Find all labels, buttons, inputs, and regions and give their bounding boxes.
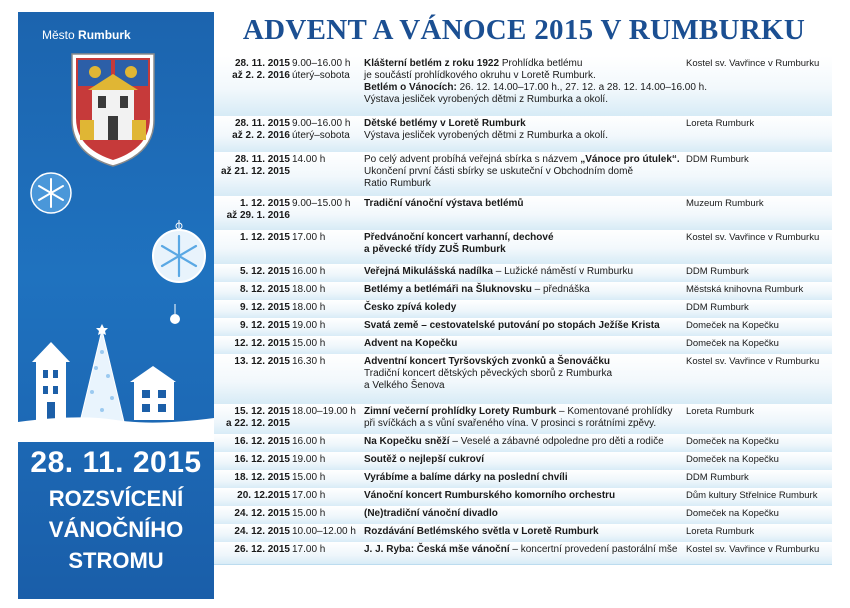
event-time (292, 508, 364, 520)
event-days: úterý–sobota (292, 70, 350, 81)
event-description (364, 266, 684, 278)
event-time-value: 17.00 h (292, 490, 326, 501)
event-date (220, 490, 290, 502)
event-date-start: 13. 12. 2015 (234, 356, 290, 367)
event-name: Betlémy a betlémáři na Šluknovsku (364, 284, 532, 295)
event-description (364, 508, 684, 520)
event-description (364, 436, 684, 448)
event-description-line (364, 94, 684, 106)
event-detail: Tradiční koncert dětských pěveckých sborů z Rumburka (364, 368, 613, 379)
page-title: ADVENT A VÁNOCE 2015 V RUMBURKU (242, 14, 806, 46)
event-time-value: 10.00–12.00 h (292, 526, 356, 537)
event-description (364, 154, 684, 190)
event-date-start: 28. 11. 2015 (234, 58, 290, 69)
event-name: Svatá země – cestovatelské putování po stopách Ježíše Krista (364, 320, 660, 331)
event-date (220, 58, 290, 82)
sidebar-panel (18, 12, 214, 599)
event-detail: – Komentované prohlídky (556, 406, 673, 417)
event-description (364, 338, 684, 350)
event-detail: – koncertní provedení pastorální mše (509, 544, 678, 555)
event-description-line (364, 244, 684, 256)
event-time-value: 15.00 h (292, 508, 326, 519)
event-date-end: a 22. 12. 2015 (226, 418, 290, 429)
event-date-start: 9. 12. 2015 (239, 302, 290, 313)
event-description-line (364, 338, 684, 350)
event-name: Soutěž o nejlepší cukroví (364, 454, 485, 465)
event-row (214, 336, 832, 355)
event-time-value: 17.00 h (292, 232, 326, 243)
event-row (214, 434, 832, 453)
event-date-start: 12. 12. 2015 (234, 338, 290, 349)
event-detail: Výstava jesliček vyrobených dětmi z Rumburka a okolí. (364, 94, 608, 105)
event-row (214, 300, 832, 319)
event-row (214, 196, 832, 231)
event-time-value: 16.00 h (292, 436, 326, 447)
event-row (214, 488, 832, 507)
event-date (220, 544, 290, 556)
event-date (220, 320, 290, 332)
event-description (364, 526, 684, 538)
snowflake-ornament-icon (28, 170, 74, 216)
event-date-start: 16. 12. 2015 (234, 436, 290, 447)
event-row (214, 116, 832, 153)
event-time-value: 19.00 h (292, 454, 326, 465)
event-time-value: 9.00–16.00 h (292, 118, 351, 129)
event-row (214, 506, 832, 525)
event-venue: Kostel sv. Vavřince v Rumburku (686, 58, 820, 69)
event-time (292, 454, 364, 466)
event-date-start: 16. 12. 2015 (234, 454, 290, 465)
event-venue: Dům kultury Střelnice Rumburk (686, 490, 818, 501)
event-description-line (364, 418, 684, 430)
event-time (292, 284, 364, 296)
event-detail: – přednáška (531, 284, 590, 295)
event-row (214, 152, 832, 197)
event-date-start: 28. 11. 2015 (234, 118, 290, 129)
event-description (364, 232, 684, 256)
event-time (292, 58, 364, 82)
event-time (292, 232, 364, 244)
event-time (292, 338, 364, 350)
town-prefix: Město (42, 28, 75, 42)
event-name: (Ne)tradiční vánoční divadlo (364, 508, 498, 519)
event-description (364, 472, 684, 484)
event-name: Dětské betlémy v Loretě Rumburk (364, 118, 526, 129)
event-row (214, 282, 832, 301)
event-time (292, 154, 364, 166)
event-detail: a Velkého Šenova (364, 380, 445, 391)
event-row (214, 318, 832, 337)
event-description-line (364, 166, 684, 178)
event-time (292, 302, 364, 314)
event-time-value: 18.00 h (292, 284, 326, 295)
event-venue: DDM Rumburk (686, 302, 749, 313)
event-name: Na Kopečku sněží (364, 436, 450, 447)
winter-village-illustration (18, 322, 214, 442)
event-description (364, 284, 684, 296)
event-description-line (364, 232, 684, 244)
event-time (292, 526, 364, 538)
event-description-line (364, 544, 684, 556)
event-name: Rozdávání Betlémského světla v Loretě Rumburk (364, 526, 599, 537)
event-name: Betlém o Vánocích: (364, 82, 457, 93)
event-date (220, 436, 290, 448)
event-name: Veřejná Mikulášská nadílka (364, 266, 493, 277)
event-date (220, 266, 290, 278)
event-detail: 26. 12. 14.00–17.00 h., 27. 12. a 28. 12. 14.00–16.00 h. (456, 82, 708, 93)
event-date (220, 472, 290, 484)
event-date-start: 8. 12. 2015 (239, 284, 290, 295)
event-date (220, 284, 290, 296)
event-time-value: 18.00 h (292, 302, 326, 313)
event-name: Zimní večerní prohlídky Lorety Rumburk (364, 406, 557, 417)
event-description-line (364, 406, 684, 418)
event-date-start: 1. 12. 2015 (239, 198, 290, 209)
event-date-end: až 29. 1. 2016 (226, 210, 290, 221)
event-description-line (364, 118, 684, 130)
event-name: Vánoční koncert Rumburského komorního orchestru (364, 490, 616, 501)
event-time-value: 9.00–16.00 h (292, 58, 351, 69)
event-venue: Domeček na Kopečku (686, 508, 779, 519)
event-date-start: 5. 12. 2015 (239, 266, 290, 277)
event-venue: Kostel sv. Vavřince v Rumburku (686, 356, 820, 367)
event-name: Advent na Kopečku (364, 338, 458, 349)
event-venue: Domeček na Kopečku (686, 436, 779, 447)
event-detail: Po celý advent probíhá veřejná sbírka s názvem (364, 154, 581, 165)
event-description-line (364, 380, 684, 392)
event-description-line (364, 356, 684, 368)
big-line-1: ROZSVÍCENÍ (48, 486, 184, 511)
event-description (364, 490, 684, 502)
event-detail: je součástí prohlídkového okruhu v Loretě Rumburk. (364, 70, 596, 81)
event-description-line (364, 198, 684, 210)
event-venue: Kostel sv. Vavřince v Rumburku (686, 232, 820, 243)
event-name: Tradiční vánoční výstava betlémů (364, 198, 524, 209)
town-label (42, 28, 131, 42)
event-name: Vyrábíme a balíme dárky na poslední chvíli (364, 472, 568, 483)
event-time-value: 15.00 h (292, 472, 326, 483)
event-description-line (364, 302, 684, 314)
event-date (220, 154, 290, 178)
event-date-end: až 2. 2. 2016 (232, 70, 290, 81)
event-time-value: 17.00 h (292, 544, 326, 555)
event-description-line (364, 178, 684, 190)
event-date-end: až 2. 2. 2016 (232, 130, 290, 141)
event-description (364, 58, 708, 106)
event-description (364, 544, 684, 556)
event-row (214, 542, 832, 565)
event-detail: Ukončení první části sbírky se uskuteční v Obchodním domě (364, 166, 634, 177)
event-detail: – Lužické náměstí v Rumburku (492, 266, 634, 277)
event-date-start: 24. 12. 2015 (234, 526, 290, 537)
event-description-line (364, 82, 708, 94)
event-date (220, 526, 290, 538)
event-date-start: 15. 12. 2015 (234, 406, 290, 417)
event-date (220, 198, 290, 222)
event-detail: Prohlídka betlému (499, 58, 583, 69)
town-name: Rumburk (78, 28, 131, 42)
event-venue: Domeček na Kopečku (686, 320, 779, 331)
event-date (220, 508, 290, 520)
event-date (220, 338, 290, 350)
event-days: úterý–sobota (292, 130, 350, 141)
event-date (220, 454, 290, 466)
event-time (292, 472, 364, 484)
event-description-line (364, 284, 684, 296)
event-time-value: 16.30 h (292, 356, 326, 367)
event-description-line (364, 70, 684, 82)
event-time (292, 320, 364, 332)
event-time (292, 198, 364, 210)
event-venue: DDM Rumburk (686, 154, 749, 165)
event-date-start: 9. 12. 2015 (239, 320, 290, 331)
event-time (292, 490, 364, 502)
event-description (364, 198, 684, 210)
event-date-start: 24. 12. 2015 (234, 508, 290, 519)
event-time-value: 15.00 h (292, 338, 326, 349)
event-time-value: 18.00–19.00 h (292, 406, 356, 417)
event-row (214, 230, 832, 265)
event-detail: – Veselé a zábavné odpoledne pro děti a rodiče (449, 436, 664, 447)
event-venue: Loreta Rumburk (686, 406, 755, 417)
event-description-line (364, 436, 684, 448)
event-description-line (364, 154, 684, 166)
event-description-line (364, 472, 684, 484)
event-date-start: 18. 12. 2015 (234, 472, 290, 483)
event-date (220, 302, 290, 314)
event-name: a pěvecké třídy ZUŠ Rumburk (364, 244, 506, 255)
event-row (214, 56, 832, 117)
event-time (292, 406, 364, 418)
event-description (364, 356, 684, 392)
event-date (220, 356, 290, 368)
event-detail: Výstava jesliček vyrobených dětmi z Rumburka a okolí. (364, 130, 608, 141)
event-row (214, 452, 832, 471)
event-description-line (364, 130, 684, 142)
event-time-value: 16.00 h (292, 266, 326, 277)
event-time (292, 118, 364, 142)
snowflake-ornament-large-icon (150, 220, 208, 284)
event-venue: Domeček na Kopečku (686, 338, 779, 349)
event-date-end: až 21. 12. 2015 (221, 166, 290, 177)
event-description-line (364, 454, 684, 466)
event-time (292, 436, 364, 448)
event-description (364, 406, 684, 430)
event-date-start: 28. 11. 2015 (234, 154, 290, 165)
event-name: „Vánoce pro útulek“. (580, 154, 680, 165)
event-date (220, 118, 290, 142)
event-time-value: 9.00–15.00 h (292, 198, 351, 209)
event-venue: DDM Rumburk (686, 472, 749, 483)
event-venue: Kostel sv. Vavřince v Rumburku (686, 544, 820, 555)
big-line-2: VÁNOČNÍHO (48, 517, 184, 542)
event-description (364, 302, 684, 314)
event-venue: Městská knihovna Rumburk (686, 284, 804, 295)
event-row (214, 354, 832, 405)
event-description (364, 320, 684, 332)
event-date-start: 20. 12.2015 (237, 490, 290, 501)
event-description-line (364, 266, 684, 278)
event-row (214, 524, 832, 543)
event-venue: Domeček na Kopečku (686, 454, 779, 465)
event-description-line (364, 320, 684, 332)
event-description-line (364, 368, 684, 380)
event-description-line (364, 490, 684, 502)
event-venue: DDM Rumburk (686, 266, 749, 277)
coat-of-arms-icon (68, 50, 158, 168)
event-date-start: 1. 12. 2015 (239, 232, 290, 243)
event-row (214, 404, 832, 435)
event-row (214, 264, 832, 283)
event-date-start: 26. 12. 2015 (234, 544, 290, 555)
event-date (220, 406, 290, 430)
event-description-line (364, 58, 684, 70)
event-description-line (364, 526, 684, 538)
event-time-value: 14.00 h (292, 154, 326, 165)
event-description (364, 118, 684, 142)
event-time (292, 266, 364, 278)
event-venue: Loreta Rumburk (686, 118, 755, 129)
event-description (364, 454, 684, 466)
event-time-value: 19.00 h (292, 320, 326, 331)
event-date (220, 232, 290, 244)
event-name: J. J. Ryba: Česká mše vánoční (364, 544, 510, 555)
event-name: Předvánoční koncert varhanní, dechové (364, 232, 554, 243)
event-venue: Muzeum Rumburk (686, 198, 764, 209)
event-name: Česko zpívá koledy (364, 302, 457, 313)
event-detail: při svíčkách a s vůní svařeného vína. V prosinci s rorátními zpěvy. (364, 418, 657, 429)
event-time (292, 356, 364, 368)
event-name: Adventní koncert Tyršovských zvonků a Šenováčku (364, 356, 611, 367)
event-venue: Loreta Rumburk (686, 526, 755, 537)
event-detail: Ratio Rumburk (364, 178, 431, 189)
event-name: Klášterní betlém z roku 1922 (364, 58, 500, 69)
event-time (292, 544, 364, 556)
events-area (214, 0, 850, 608)
event-row (214, 470, 832, 489)
event-description-line (364, 508, 684, 520)
big-date: 28. 11. 2015 (30, 446, 202, 479)
big-line-3: STROMU (68, 548, 164, 573)
